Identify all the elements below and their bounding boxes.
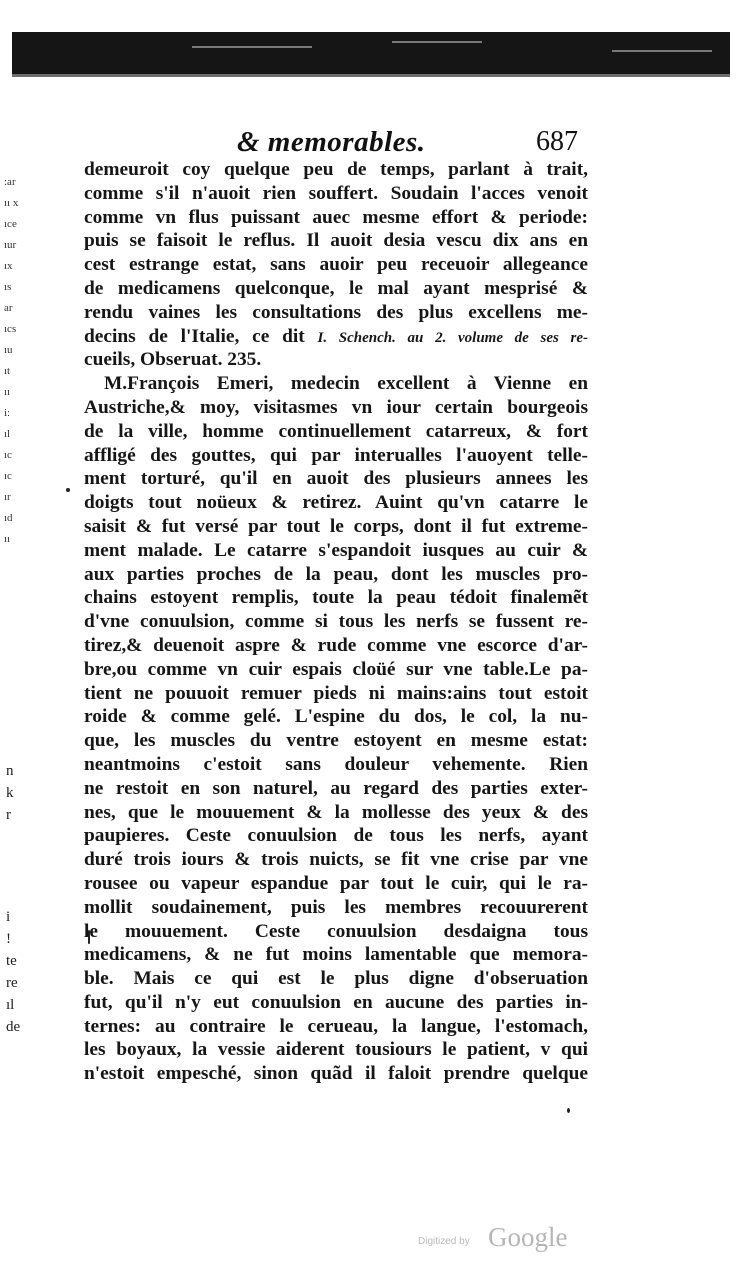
text-line: fut, qu'il n'y eut conuulsion en aucune des parties in- — [84, 991, 588, 1013]
text-line: d'vne conuulsion, comme si tous les nerfs se fussent re- — [84, 611, 588, 633]
text-line: bre,ou comme vn cuir espais cloüé sur vne table.Le pa- — [84, 658, 588, 680]
text-line: n'estoit empesché, sinon quãd il faloit prendre quelque — [84, 1063, 588, 1085]
left-margin-bleed: :ar ıı x ıce ıur ıx ıs ar ıcs ıu ıt ıı i: ıl ıc ıc ır ıd ıı — [4, 176, 19, 545]
text-line: medicamens, & ne fut moins lamentable que memora- — [84, 944, 588, 966]
text-line: tirez,& deuenoit aspre & rude comme vne escorce d'ar- — [84, 634, 588, 656]
text-line: le mouuement. Ceste conuulsion desdaigna tous — [84, 920, 588, 942]
text-line: que, les muscles du ventre estoyent en mesme estat: — [84, 730, 588, 752]
text-line: de medicamens quelconque, le mal ayant mesprisé & — [84, 277, 588, 299]
text-line: saisit & fut versé par tout le corps, dont il fut extreme- — [84, 515, 588, 537]
watermark-brand: Google — [488, 1222, 568, 1252]
text-line: puis se faisoit le reflus. Il auoit desia vescu dix ans en — [84, 230, 588, 252]
citation: I. Schench. au 2. volume de ses re- — [317, 329, 588, 346]
text-line: Austriche,& moy, visitasmes vn iour certain bourgeois — [84, 396, 588, 418]
text-line: de la ville, homme continuellement catarreux, & fort — [84, 420, 588, 442]
text-line: aux parties proches de la peau, dont les muscles pro- — [84, 563, 588, 585]
text-line: neantmoins c'estoit sans douleur vehemente. Rien — [84, 753, 588, 775]
text-line: paupieres. Ceste conuulsion de tous les nerfs, ayant — [84, 825, 588, 847]
text-line: duré trois iours & trois nuicts, se fit vne crise par vne — [84, 849, 588, 871]
text-line: doigts tout noüeux & retirez. Auint qu'vn catarre le — [84, 492, 588, 514]
text-line: demeuroit coy quelque peu de temps, parlant à trait, — [84, 159, 588, 180]
running-head: & memorables. — [237, 126, 426, 158]
text-line: ne restoit en son naturel, au regard des parties exter- — [84, 777, 588, 799]
paragraph-start: M.François Emeri, medecin excellent à Vienne en — [104, 373, 588, 395]
watermark-prefix: Digitized by — [418, 1236, 470, 1247]
text-line: roide & comme gelé. L'espine du dos, le col, la nu- — [84, 706, 588, 728]
text-line: ternes: au contraire le cerueau, la langue, l'estomach, — [84, 1015, 588, 1037]
text-line: tient ne pouuoit remuer pieds ni mains:ains tout estoit — [84, 682, 588, 704]
page-body — [84, 158, 588, 1086]
text-line-citation: decins de l'Italie, ce dit I. Schench. au 2. volume de ses re- — [84, 325, 588, 347]
text-line-citation-end: cueils, Obseruat. 235. — [84, 349, 262, 371]
ink-speck — [567, 1108, 570, 1113]
text-line: affligé des gouttes, qui par interualles l'auoyent telle- — [84, 444, 588, 466]
text-line: rendu vaines les consultations des plus excellens me- — [84, 301, 588, 323]
text-line: ble. Mais ce qui est le plus digne d'obseruation — [84, 968, 588, 990]
text-line: nes, que le mouuement & la mollesse des yeux & des — [84, 801, 588, 823]
text-line: cest estrange estat, sans auoir peu receuoir allegeance — [84, 254, 588, 276]
ink-speck — [66, 488, 70, 492]
text-line: rousee ou vapeur espandue par tout le cuir, qui le ra- — [84, 872, 588, 894]
page-header — [82, 126, 592, 156]
page-number: 687 — [536, 126, 578, 157]
text-line: les boyaux, la vessie aiderent tousiours le patient, v qui — [84, 1039, 588, 1061]
text-line: comme s'il n'auoit rien souffert. Soudain l'acces venoit — [84, 182, 588, 204]
text-line: ment malade. Le catarre s'espandoit iusques au cuir & — [84, 539, 588, 561]
text-line: comme vn flus puissant auec mesme effort & periode: — [84, 206, 588, 228]
scan-top-bar — [12, 32, 730, 77]
text-line: ment torturé, qu'il en auoit des plusieurs annees les — [84, 468, 588, 490]
left-margin-bleed-lower: n k r i ! te re ıl de — [6, 763, 21, 1035]
google-digitized-watermark — [418, 1222, 588, 1256]
text-line: mollit soudainement, puis les membres recouurerent — [84, 896, 588, 918]
text-line: chains estoyent remplis, toute la peau tédoit finalemẽt — [84, 587, 588, 609]
